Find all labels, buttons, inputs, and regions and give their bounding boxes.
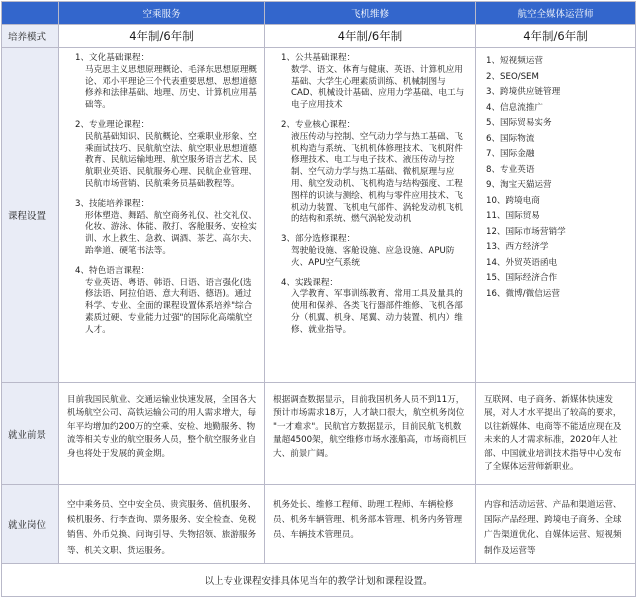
courses-label: 课程设置 <box>2 48 59 383</box>
course-list-item: 15、国际经济合作 <box>486 273 558 283</box>
mode-aircraft-maintenance: 4年制/6年制 <box>265 25 476 48</box>
course-section <box>67 266 260 337</box>
prospects-label: 就业前景 <box>2 383 59 485</box>
program-table <box>1 1 636 597</box>
course-section-body: 形体塑造、舞蹈、航空商务礼仪、社交礼仪、化妆、游泳、体能、散打、客舱服务、安检实训、水上救生、急救、调酒、茶艺、高尔夫、跆拳道、硬笔书法等。 <box>85 210 257 256</box>
course-list-item: 13、西方经济学 <box>486 242 549 252</box>
header-corner <box>2 2 59 25</box>
course-list-item: 11、国际贸易 <box>486 211 540 221</box>
course-section-title: 3、部分选修课程： <box>281 234 356 245</box>
courses-row <box>2 48 636 383</box>
course-section <box>273 278 471 337</box>
course-list-item: 14、外贸英语函电 <box>486 257 558 268</box>
course-section-title: 2、专业理论课程： <box>75 119 150 130</box>
header-aircraft-maintenance: 飞机维修 <box>265 2 476 25</box>
course-list-item: 7、国际金融 <box>486 149 535 159</box>
prospects-text: 目前我国民航业、交通运输业快速发展，全国各大机场航空公司、高铁运输公司的用人需求增大，每年平均增加约200万的空乘、安检、地勤服务、物流等相关专业的航空服务人员，整个航空服务业自身也将处于发展的黄金期。 <box>67 395 257 459</box>
positions-text: 空中乘务员、空中安全员、贵宾服务、值机服务、候机服务、行李查询、票务服务、安全检查、免税销售、外币兑换、问询引导、失物招领、旅游服务等、机关文职、货运服务。 <box>67 500 257 556</box>
courses-aircraft-maintenance <box>265 48 476 383</box>
header-row <box>2 2 636 25</box>
course-list-item: 5、国际贸易实务 <box>486 118 552 128</box>
course-section-title: 4、特色语言课程： <box>75 265 150 276</box>
header-media-operator: 航空全媒体运营师 <box>476 2 636 25</box>
course-section <box>67 199 260 258</box>
positions-row <box>2 485 636 564</box>
courses-media-operator <box>476 48 636 383</box>
course-section-title: 3、技能培养课程： <box>75 198 150 209</box>
course-section-title: 4、实践课程： <box>281 277 339 288</box>
course-section-body: 液压传动与控制、空气动力学与热工基础、飞机构造与系统、飞机机体修理技术、飞机附件修理技术、电工与电子技术、液压传动与控制、空气动力学与热工基础、微机原理与应用、航空发动机、飞机构造与结构强度、工程图样的识读与测绘、机构与零件应用技术、飞机动力装置、飞机电气部件、涡轮发动机飞机的结构和系统、燃气涡轮发动机 <box>291 131 463 225</box>
prospects-aircraft-maintenance <box>265 383 476 485</box>
course-list-item: 8、专业英语 <box>486 164 535 175</box>
footnote-row <box>2 563 636 596</box>
positions-cabin-service <box>59 485 265 564</box>
course-list-item: 1、短视频运营 <box>486 56 544 66</box>
course-list-item: 12、国际市场营销学 <box>486 226 566 237</box>
prospects-cabin-service <box>59 383 265 485</box>
course-section-body: 马克思主义思想原理概论、毛泽东思想原理概论、邓小平理论三个代表重要思想、思想道德修养和法律基础、地理、历史、计算机应用基础等。 <box>85 64 257 111</box>
course-section-body: 入学教育、军事训练教育、常用工具及量具的使用和保养、各类飞行器部件维修、飞机各部分（机翼、机身、尾翼、动力装置、机内）维修、就业指导。 <box>291 289 463 335</box>
prospects-text: 根据调查数据显示，目前我国机务人员不到11万，预计市场需求18万，人才缺口很大，航空机务岗位 "一才难求"。民航官方数据显示，目前民航飞机数量超4500架，航空维修市场水涨船高，市场商机巨大、前景广阔。 <box>273 395 467 459</box>
mode-cabin-service: 4年制/6年制 <box>59 25 265 48</box>
prospects-row <box>2 383 636 485</box>
course-section-body: 驾驶舱设施、客舱设施、应急设施、APU防火、APU空气系统 <box>291 245 455 268</box>
footnote: 以上专业课程安排具体见当年的教学计划和课程设置。 <box>2 563 636 596</box>
mode-media-operator: 4年制/6年制 <box>476 25 636 48</box>
course-section-title: 1、公共基础课程： <box>281 53 356 63</box>
course-section-body: 数学、语文、体育与健康、英语、计算机应用基础、大学生心理素质训练、机械制图与CAD、机械设计基础、应用力学基础、电工与电子应用技术 <box>291 64 465 111</box>
prospects-text: 互联网、电子商务、新媒体快速发展，对人才水平提出了较高的要求，以往新媒体、电商等不能适应现在及未来的人才需求标准，2020年人社部、中国就业培训技术指导中心发布了全媒体运营师新职业。 <box>484 395 622 473</box>
positions-label: 就业岗位 <box>2 485 59 564</box>
page <box>0 1 636 600</box>
mode-label: 培养模式 <box>2 25 59 48</box>
course-section <box>273 120 471 226</box>
course-list-item: 4、信息流推广 <box>486 102 544 113</box>
courses-cabin-service <box>59 48 265 383</box>
course-list-item: 10、跨境电商 <box>486 195 540 206</box>
positions-aircraft-maintenance <box>265 485 476 564</box>
prospects-media-operator <box>476 383 636 485</box>
positions-text: 机务处长、维修工程师、助理工程师、车辆检修员、机务车辆管理、机务部本管理、机务内务管理员、车辆技术管理员。 <box>273 500 463 541</box>
course-section <box>67 120 260 191</box>
course-section-title: 1、文化基础课程： <box>75 53 150 63</box>
header-cabin-service: 空乘服务 <box>59 2 265 25</box>
course-section <box>273 234 471 269</box>
course-section <box>273 53 471 112</box>
course-section-body: 民航基础知识、民航概论、空乘职业形象、空乘面试技巧、民航航空法、航空职业思想道德教育、民航运输地理、航空服务语言艺术、民航职业英语、民航服务心理、民航企业管理、民航市场营销、民航乘务员基础教程等。 <box>85 131 257 189</box>
course-list-item: 2、SEO/SEM <box>486 71 539 82</box>
course-list-item: 9、淘宝天猫运营 <box>486 180 552 190</box>
course-list-item: 3、跨境供应链管理 <box>486 87 561 97</box>
course-list-item: 6、国际物流 <box>486 133 535 144</box>
mode-row <box>2 25 636 48</box>
course-section <box>67 53 260 112</box>
positions-media-operator <box>476 485 636 564</box>
course-list-item: 16、微博/微信运营 <box>486 288 560 299</box>
course-section-title: 2、专业核心课程： <box>281 119 356 130</box>
course-section-body: 专业英语、粤语、韩语、日语、语言强化(选修法语、阿拉伯语、意大利语、德语)。通过科学、专业、全面的课程设置体系培养"综合素质过硬、专业能力过强"的国际化高端航空人才。 <box>85 277 253 335</box>
positions-text: 内容和活动运营、产品和渠道运营、国际产品经理、跨境电子商务、全球广告渠道优化、自媒体运营、短视频制作及运营等 <box>484 500 622 556</box>
